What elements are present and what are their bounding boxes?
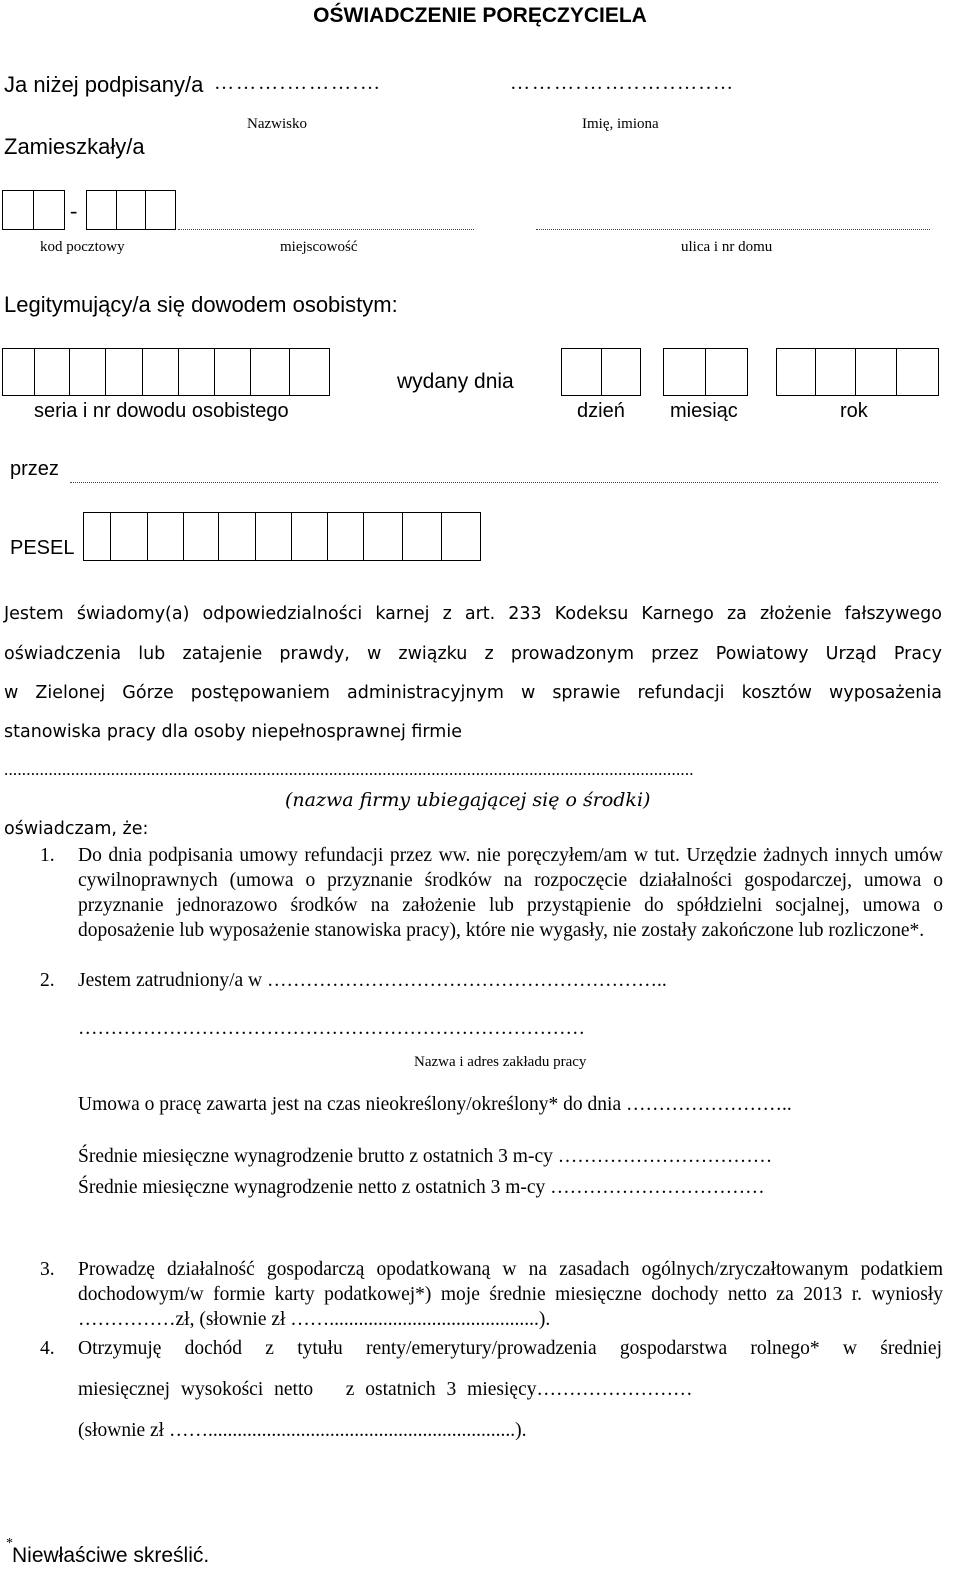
year-caption: rok xyxy=(840,400,868,422)
declaration-line-3: w Zielonej Górze postępowaniem administracyjnym w sprawie refundacji kosztów wyposażenia xyxy=(4,683,942,703)
footnote-mark: * xyxy=(6,1536,13,1551)
pesel-label: PESEL xyxy=(10,537,75,559)
employer-dots[interactable]: …………………………………………………………………… xyxy=(78,1018,585,1039)
month-caption: miesiąc xyxy=(670,400,738,422)
surname-dots[interactable]: ……….……….… xyxy=(214,72,382,94)
street-caption: ulica i nr domu xyxy=(681,239,773,255)
item-2-number: 2. xyxy=(40,970,55,991)
issued-by-label: przez xyxy=(10,458,59,480)
issue-year-boxes[interactable] xyxy=(776,348,939,396)
pesel-boxes[interactable] xyxy=(83,512,481,561)
city-field[interactable] xyxy=(178,229,474,230)
item-4-line-2[interactable]: miesięcznej wysokości netto z ostatnich 3 miesięcy…………………… xyxy=(78,1379,693,1400)
address-label: Zamieszkały/a xyxy=(4,134,145,159)
item-4-line-3[interactable]: (słownie zł ……...............................................................). xyxy=(78,1420,527,1441)
firstname-dots[interactable]: ……….……..…..…..… xyxy=(510,72,735,94)
issue-day-boxes[interactable] xyxy=(561,348,641,396)
statement-label: oświadczam, że: xyxy=(4,819,149,839)
issue-month-boxes[interactable] xyxy=(663,348,748,396)
postal-caption: kod pocztowy xyxy=(40,239,125,255)
declaration-line-4: stanowiska pracy dla osoby niepełnosprawnej firmie xyxy=(4,722,462,742)
footnote-text: Niewłaściwe skreślić. xyxy=(12,1544,210,1567)
postal-dash: - xyxy=(70,198,78,223)
item-3-text[interactable]: Prowadzę działalność gospodarczą opodatkowaną w na zasadach ogólnych/zryczałtowanym podatkiem dochodowym/w formie karty podatkowej*) moje średnie miesięczne dochody netto za 2013 r. wyniosły ……………zł, (słownie zł ……...........................................). xyxy=(78,1259,943,1330)
contract-text[interactable]: Umowa o pracę zawarta jest na czas nieokreślony/określony* do dnia …………………….. xyxy=(78,1094,792,1115)
id-series-caption: seria i nr dowodu osobistego xyxy=(34,400,289,422)
id-number-boxes[interactable] xyxy=(2,348,330,396)
street-field[interactable] xyxy=(536,229,930,230)
gross-salary-text[interactable]: Średnie miesięczne wynagrodzenie brutto z ostatnich 3 m-cy …………………………… xyxy=(78,1146,773,1167)
issued-by-field[interactable] xyxy=(70,482,938,483)
employer-caption: Nazwa i adres zakładu pracy xyxy=(414,1054,587,1070)
company-name-dots[interactable]: ........................................................................................................................................................... xyxy=(4,760,694,779)
item-4-number: 4. xyxy=(40,1338,55,1359)
issued-label: wydany dnia xyxy=(397,370,514,393)
item-3-number: 3. xyxy=(40,1259,55,1280)
firstname-caption: Imię, imiona xyxy=(582,116,659,132)
id-doc-label: Legitymujący/a się dowodem osobistym: xyxy=(4,292,398,317)
item-2-text[interactable]: Jestem zatrudniony/a w …………………………………………………….. xyxy=(78,970,667,991)
document-title: OŚWIADCZENIE PORĘCZYCIELA xyxy=(313,4,647,27)
postal-code-second-boxes[interactable] xyxy=(86,190,176,230)
day-caption: dzień xyxy=(577,400,625,422)
item-1-text: Do dnia podpisania umowy refundacji przez ww. nie poręczyłem/am w tut. Urzędzie żadnych innych umów cywilnoprawnych (umowa o przyznanie środków na rozpoczęcie działalności gospodarczej, umowa o przyznanie jednorazowo środków na założenie lub przystąpienie do spółdzielni socjalnej, umowa o doposażenie lub wyposażenie stanowiska pracy), które nie wygasły, nie zostały zakończone lub rozliczone*. xyxy=(78,845,943,941)
city-caption: miejscowość xyxy=(280,239,358,255)
declaration-line-1: Jestem świadomy(a) odpowiedzialności karnej z art. 233 Kodeksu Karnego za złożenie fałszywego xyxy=(4,604,942,624)
net-salary-text[interactable]: Średnie miesięczne wynagrodzenie netto z ostatnich 3 m-cy …………………………… xyxy=(78,1177,765,1198)
declaration-line-2: oświadczenia lub zatajenie prawdy, w związku z prowadzonym przez Powiatowy Urząd Pracy xyxy=(4,644,942,664)
item-1-number: 1. xyxy=(40,845,55,866)
surname-caption: Nazwisko xyxy=(247,116,307,132)
postal-code-first-boxes[interactable] xyxy=(2,190,65,230)
item-4-line-1: Otrzymuję dochód z tytułu renty/emerytury/prowadzenia gospodarstwa rolnego* w średniej xyxy=(78,1338,942,1359)
company-caption: (nazwa firmy ubiegającej się o środki) xyxy=(285,789,651,811)
intro-label: Ja niżej podpisany/a xyxy=(4,72,204,97)
